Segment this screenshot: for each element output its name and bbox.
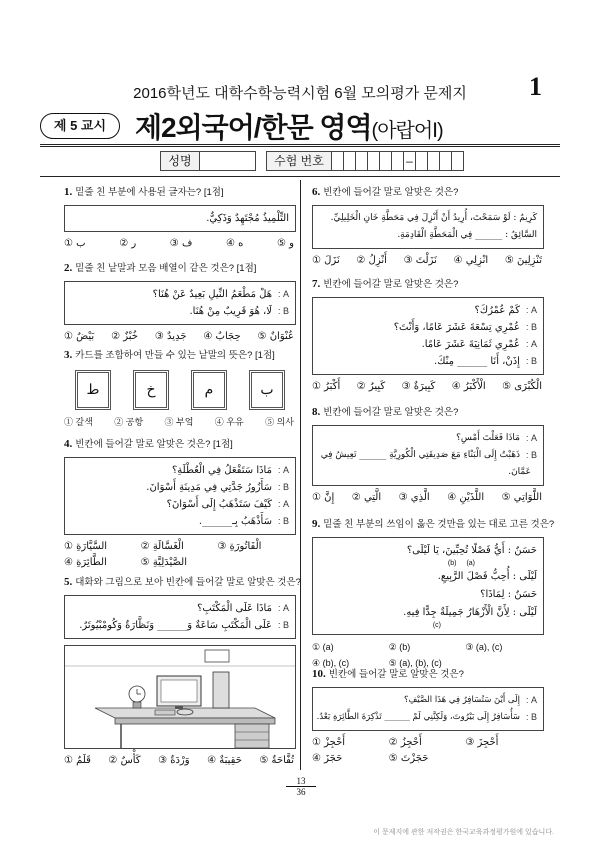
option[interactable]: ③ (a), (c) (465, 642, 503, 652)
option[interactable]: ③ الَّذِي (398, 492, 430, 503)
option[interactable]: ③ وَرْدَةٌ (158, 755, 190, 766)
exam-number-cell[interactable] (428, 151, 440, 171)
question-box: A : إِلَى أَيْنَ سَتُسَافِرُ فِي هَذَا الصَّيْفِ؟ B : سَأُسَافِرُ إِلَى بَيْرُوتَ، وَلَكِنَّنِي لَمْ ______ تَذْكِرَةَ الطَّائِرَةِ بَعْدُ. (312, 687, 544, 731)
option[interactable]: ⑤ اللَّوَاتِي (501, 492, 542, 503)
question-box: التِّلْمِيذُ مُجْتَهِدٌ وَذَكِيٌّ. (64, 205, 296, 232)
question-box: A : مَاذَا فَعَلْتَ أَمْسِ؟ B : ذَهَبْتُ إِلَى الْبَنْاءِ مَعَ صَدِيقَتِي الْكُورِيَّةِ ______ تَعِيشُ فِي عَمَّانَ. (312, 425, 544, 486)
option[interactable]: ④ (b), (c) (312, 658, 350, 668)
option[interactable]: ① إِنَّ (312, 492, 335, 503)
option[interactable]: ③ أَحْجِزَ (465, 737, 499, 748)
question-box: A : هَلْ مَطْعَمُ النِّيلِ بَعِيدٌ عَنْ هُنَا؟ B : لَا، هُوَ قَرِيبٌ مِنْ هُنَا. (64, 281, 296, 325)
divider (40, 146, 560, 147)
letter-card: ب (249, 370, 285, 410)
option[interactable]: ① أَكْبَرُ (312, 381, 341, 392)
exam-number-cell[interactable] (392, 151, 404, 171)
option[interactable]: ② ر (119, 238, 137, 249)
option[interactable]: ④ انْزِلِي (453, 255, 489, 266)
question-box: كَرِيمٌ : لَوْ سَمَحْتَ، أُرِيدُ أَنْ أَنْزِلَ فِي مَحَطَّةِ خَانِ الْخَلِيلِيِّ. السَّائِقُ : ______ فِي الْمَحَطَّةِ الْقَادِمَةِ. (312, 205, 544, 249)
question-6: 6. 빈칸에 들어갈 말로 알맞은 것은? كَرِيمٌ : لَوْ سَمَحْتَ، أُرِيدُ أَنْ أَنْزِلَ فِي مَحَطَّةِ خَانِ الْخَلِيلِيِّ. السَّائِقُ : ______ فِي الْمَحَطَّةِ الْقَادِمَةِ. ① نَزَلَ ② أَنْزِلُ ③ نَزَلْتَ ④ انْزِلِي ⑤ تَنْزِلِينَ (312, 186, 552, 268)
option[interactable]: ⑤ حَجَزْتَ (388, 753, 429, 764)
option[interactable]: ② 공항 (114, 417, 144, 427)
exam-number-cell[interactable] (416, 151, 428, 171)
option[interactable]: ③ كَبِيرَةٌ (401, 381, 436, 392)
underline-mark: (c) (432, 622, 441, 629)
options (64, 539, 294, 571)
option[interactable]: ② خُبْزٌ (111, 331, 138, 342)
option[interactable]: ① بَيْضٌ (64, 331, 95, 342)
option[interactable]: ④ حَقِيبَةٌ (207, 755, 242, 766)
question-9: 9. 밑줄 친 부분의 쓰임이 옳은 것만을 있는 대로 고른 것은? حَسَنٌ : أَيُّ فَصْلًا تُحِبِّينَ، يَا لَيْلَى؟ (b) (a) لَيْلَى : أُحِبُّ فَصْلَ الرَّبِيعِ. حَسَنٌ : لِمَاذَا؟ لَيْلَى : لِأَنَّ الْأَزْهَارُ جَمِيلَةٌ جِدًّا فِيهِ. (c) ① (a) ② (b) ③ (a), (c) ④ (b), (c) ⑤ (a), (b), (c) (312, 518, 552, 671)
option[interactable]: ① نَزَلَ (312, 255, 340, 266)
question-5: 5. 대화와 그림으로 보아 빈칸에 들어갈 말로 알맞은 것은? A : مَاذَا عَلَى الْمَكْتَبِ؟ B : عَلَى الْمَكْتَبِ سَاعَةٌ وَ______ وَنَظَّارَةٌ وَكُومْبْيُوتَرٌ. ① قَلَمٌ ② كَأْسٌ ③ وَرْدَةٌ ④ حَقِيبَةٌ ⑤ تُفَّاحَةٌ (64, 576, 301, 766)
option[interactable]: ④ حَجَزَ (312, 753, 343, 764)
question-10: 10. 빈칸에 들어갈 말로 알맞은 것은? A : إِلَى أَيْنَ سَتُسَافِرُ فِي هَذَا الصَّيْفِ؟ B : سَأُسَافِرُ إِلَى بَيْرُوتَ، وَلَكِنَّنِي لَمْ ______ تَذْكِرَةَ الطَّائِرَةِ بَعْدُ. ① أَحْجِزْ ② أَحْجِزُ ③ أَحْجِزَ ④ حَجَزَ ⑤ حَجَزْتَ (312, 668, 552, 767)
question-7: 7. 빈칸에 들어갈 말로 알맞은 것은? A : كَمْ عُمْرُكَ؟ B : عُمْرِي تِسْعَةَ عَشَرَ عَامًا، وَأَنْتَ؟ A : عُمْرِي ثَمَانِيَةَ عَشَرَ عَامًا. B : إِذَنْ، أَنَا ______ مِنْكَ. ① أَكْبَرُ ② كَبِيرٌ ③ كَبِيرَةٌ ④ الْأَكْبَرُ ⑤ الْكُبْرَى (312, 278, 542, 392)
option[interactable]: ① 갈색 (64, 417, 93, 427)
option[interactable]: ① (a) (312, 642, 334, 652)
option[interactable]: ④ ه (225, 238, 244, 249)
name-field[interactable] (200, 151, 256, 171)
option[interactable]: ⑤ عُنْوَانٌ (257, 331, 294, 342)
desk-drawing (65, 646, 296, 749)
option[interactable]: ⑤ تَنْزِلِينَ (504, 255, 542, 266)
option[interactable]: ② كَبِيرٌ (356, 381, 386, 392)
option[interactable]: ④ الطَّائِرَةِ (64, 557, 107, 568)
question-2: 2. 밑줄 친 낱말과 모음 배열이 같은 것은? [1점] A : هَلْ مَطْعَمُ النِّيلِ بَعِيدٌ عَنْ هُنَا؟ B : لَا، هُوَ قَرِيبٌ مِنْ هُنَا. ① بَيْضٌ ② خُبْزٌ ③ جَدِيدٌ ④ حِجَابٌ ⑤ عُنْوَانٌ (64, 262, 304, 344)
option[interactable]: ④ حِجَابٌ (203, 331, 241, 342)
option[interactable]: ① السَّيَّارَةِ (64, 541, 108, 552)
options (64, 330, 294, 344)
header-title: 2016학년도 대학수학능력시험 6월 모의평가 문제지 (133, 85, 467, 102)
option[interactable]: ② كَأْسٌ (108, 755, 141, 766)
options (312, 735, 542, 767)
option[interactable]: ③ نَزَلْتَ (403, 255, 437, 266)
underline-mark: (a) (466, 560, 475, 567)
option[interactable]: ④ 우유 (214, 417, 244, 427)
options (312, 380, 542, 394)
option[interactable]: ⑤ (a), (b), (c) (388, 658, 442, 668)
exam-number-cell[interactable] (440, 151, 452, 171)
option[interactable]: ⑤ و (276, 238, 294, 249)
question-box: A : مَاذَا عَلَى الْمَكْتَبِ؟ B : عَلَى الْمَكْتَبِ سَاعَةٌ وَ______ وَنَظَّارَةٌ وَكُومْبْيُوتَرٌ. (64, 595, 296, 639)
letter-card: ط (75, 370, 111, 410)
exam-number-cell[interactable] (368, 151, 380, 171)
desk-illustration (64, 645, 296, 749)
period-badge: 제 5 교시 (40, 113, 120, 139)
options (312, 491, 542, 505)
divider (40, 144, 560, 145)
underline-mark: (b) (447, 560, 457, 567)
option[interactable]: ③ ف (169, 238, 193, 249)
option[interactable]: ⑤ 의사 (265, 417, 294, 427)
option[interactable]: ③ جَدِيدٌ (154, 331, 187, 342)
question-box: A : كَمْ عُمْرُكَ؟ B : عُمْرِي تِسْعَةَ عَشَرَ عَامًا، وَأَنْتَ؟ A : عُمْرِي ثَمَانِيَةَ عَشَرَ عَامًا. B : إِذَنْ، أَنَا ______ مِنْكَ. (312, 297, 544, 375)
options (64, 237, 294, 251)
option[interactable]: ⑤ الصَّيْدَلِيَّةِ (140, 557, 188, 568)
options (64, 754, 294, 768)
subject-title (135, 106, 443, 146)
subject-main: 제2외국어/한문 영역 (135, 112, 372, 143)
option[interactable]: ① قَلَمٌ (64, 755, 91, 766)
options (312, 639, 542, 671)
question-box: حَسَنٌ : أَيُّ فَصْلًا تُحِبِّينَ، يَا لَيْلَى؟ (b) (a) لَيْلَى : أُحِبُّ فَصْلَ الرَّبِيعِ. حَسَنٌ : لِمَاذَا؟ لَيْلَى : لِأَنَّ الْأَزْهَارُ جَمِيلَةٌ جِدًّا فِيهِ. (c) (312, 537, 544, 635)
options (312, 254, 542, 268)
option[interactable]: ② (b) (388, 642, 411, 652)
option[interactable]: ⑤ تُفَّاحَةٌ (259, 755, 294, 766)
page-number: 1 (529, 72, 542, 101)
option[interactable]: ④ الْأَكْبَرُ (451, 381, 486, 392)
exam-number-label: 수험 번호 (266, 151, 332, 171)
page-footer (286, 776, 316, 797)
option[interactable]: ⑤ الْكُبْرَى (502, 381, 542, 392)
question-1: 1. 밑줄 친 부분에 사용된 글자는? [1점] التِّلْمِيذُ مُجْتَهِدٌ وَذَكِيٌّ. ① ب ② ر ③ ف ④ ه ⑤ و (64, 186, 304, 251)
footer-page: 13 (286, 776, 316, 787)
option[interactable]: ③ 부엌 (164, 417, 194, 427)
option[interactable]: ③ الْفَاتُورَةِ (217, 541, 262, 552)
letter-cards (64, 370, 296, 410)
exam-number-cell[interactable] (332, 151, 344, 171)
question-4: 4. 빈칸에 들어갈 말로 알맞은 것은? [1점] A : مَاذَا سَتَفْعَلُ فِي الْعُطْلَةِ؟ B : سَأَزُورُ جَدَّتِي فِي مَدِينَةِ أَسْوَانَ. A : كَيْفَ سَتَذْهَبُ إِلَى أَسْوَانَ؟ B : سَأَذْهَبُ بِـ______. ① السَّيَّارَةِ ② الْغَسَّالَةِ ③ الْفَاتُورَةِ ④ الطَّائِرَةِ ⑤ الصَّيْدَلِيَّةِ (64, 438, 304, 571)
question-8: 8. 빈칸에 들어갈 말로 알맞은 것은? A : مَاذَا فَعَلْتَ أَمْسِ؟ B : ذَهَبْتُ إِلَى الْبَنْاءِ مَعَ صَدِيقَتِي الْكُورِيَّةِ ______ تَعِيشُ فِي عَمَّانَ. ① إِنَّ ② الَّتِي ③ الَّذِي ④ اللَّذَيْنِ ⑤ اللَّوَاتِي (312, 406, 552, 505)
letter-card: خ (133, 370, 169, 410)
name-label: 성명 (160, 151, 200, 171)
exam-number-cell[interactable] (452, 151, 464, 171)
option[interactable]: ② أَنْزِلُ (356, 255, 387, 266)
footer-total: 36 (296, 787, 306, 797)
option[interactable]: ② الْغَسَّالَةِ (140, 541, 184, 552)
options (64, 415, 294, 429)
id-row (160, 151, 464, 171)
option[interactable]: ② أَحْجِزُ (388, 737, 422, 748)
option[interactable]: ① أَحْجِزْ (312, 737, 346, 748)
exam-number-cell[interactable] (380, 151, 392, 171)
copyright-notice: 이 문제지에 관한 저작권은 한국교육과정평가원에 있습니다. (373, 829, 554, 836)
option[interactable]: ① ب (64, 238, 86, 249)
question-3: 3. 카드를 조합하여 만들 수 있는 낱말의 뜻은? [1점] ط خ م ب ① 갈색 ② 공항 ③ 부엌 ④ 우유 ⑤ 의사 (64, 349, 304, 429)
option[interactable]: ④ اللَّذَيْنِ (447, 492, 485, 503)
question-box: A : مَاذَا سَتَفْعَلُ فِي الْعُطْلَةِ؟ B : سَأَزُورُ جَدَّتِي فِي مَدِينَةِ أَسْوَانَ. A : كَيْفَ سَتَذْهَبُ إِلَى أَسْوَانَ؟ B : سَأَذْهَبُ بِـ______. (64, 457, 296, 535)
exam-number-cell[interactable] (356, 151, 368, 171)
exam-number-cell[interactable] (344, 151, 356, 171)
option[interactable]: ② الَّتِي (351, 492, 382, 503)
exam-number-dash: – (404, 151, 416, 171)
letter-card: م (191, 370, 227, 410)
divider (40, 176, 560, 177)
subject-sub: (아랍어Ⅰ) (371, 120, 443, 142)
